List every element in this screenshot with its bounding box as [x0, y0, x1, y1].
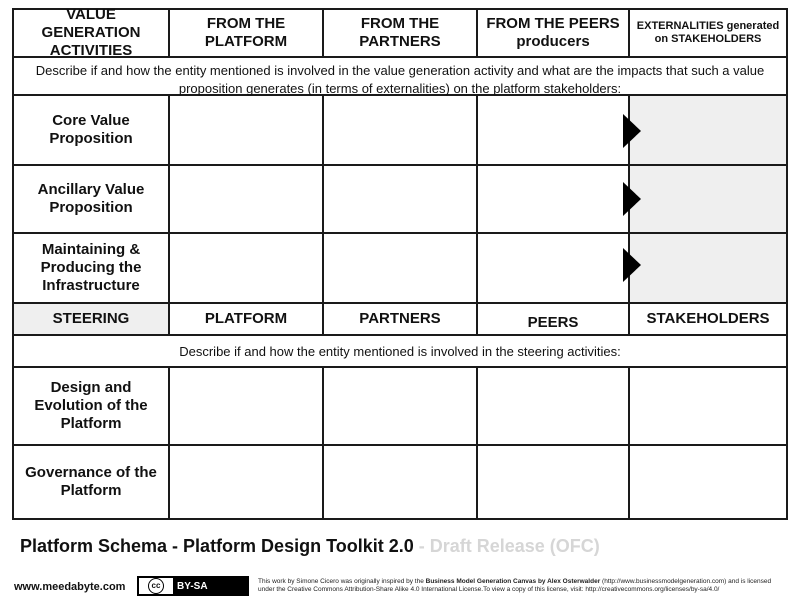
header-platform: PLATFORM [204, 310, 288, 327]
cc-by-sa-badge[interactable] [137, 576, 249, 596]
header-stakeholders: STAKEHOLDERS [646, 310, 770, 327]
grid-line [322, 366, 324, 518]
document-title [20, 536, 600, 557]
platform-schema-canvas [12, 8, 788, 520]
grid-line [476, 366, 478, 518]
value-generation-description: Describe if and how the entity mentioned is involved in the value generation activity and what are the impacts that such a value proposition generates (in terms of externalities) on the platform stakeholders: [35, 63, 765, 96]
grid-line [628, 366, 630, 518]
row-label-governance: Governance of the Platform [25, 464, 157, 499]
externalities-cell-ancillary [630, 166, 786, 232]
row-label-core-value-proposition: Core Value Proposition [49, 112, 133, 147]
externalities-cell-core [630, 96, 786, 164]
title-text: Platform Schema - Platform Design Toolkit 2.0 [20, 536, 414, 556]
row-label-ancillary-value-proposition: Ancillary Value Proposition [37, 181, 145, 216]
row-label-maintaining-infrastructure: Maintaining & Producing the Infrastructure [40, 241, 142, 294]
steering-description: Describe if and how the entity mentioned is involved in the steering activities: [179, 344, 621, 359]
grid-line [168, 366, 170, 518]
header-from-partners: FROM THE PARTNERS [359, 15, 441, 50]
grid-line [168, 94, 170, 334]
website-link[interactable]: www.meedabyte.com [14, 581, 126, 593]
header-steering: STEERING [52, 310, 130, 327]
creative-commons-icon: cc [148, 578, 164, 594]
grid-line [14, 334, 786, 336]
header-from-platform: FROM THE PLATFORM [204, 15, 288, 50]
header-peers: PEERS [527, 314, 579, 331]
header-from-peers: FROM THE PEERS producers [486, 15, 620, 50]
header-partners: PARTNERS [359, 310, 441, 327]
badge-license-label: BY-SA [173, 578, 247, 594]
arrow-right-icon [623, 248, 641, 282]
grid-line [476, 94, 478, 334]
externalities-cell-infrastructure [630, 234, 786, 302]
header-externalities: EXTERNALITIES generated on STAKEHOLDERS [636, 19, 780, 45]
arrow-right-icon [623, 114, 641, 148]
grid-line [322, 94, 324, 334]
license-text: This work by Simone Cicero was originally inspired by the Business Model Generation Canvas by Alex Osterwalder (http://www.businessmodelgeneration.com) and is licensed under the Creative Commons Attribution-Share Alike 4.0 International License.To view a copy of this license, visit: http://creativecommons.org/licenses/by-sa/4.0/ [258, 578, 772, 594]
arrow-right-icon [623, 182, 641, 216]
row-label-design-evolution: Design and Evolution of the Platform [34, 379, 148, 432]
draft-release-label: - Draft Release (OFC) [413, 536, 600, 556]
header-value-generation-activities: VALUE GENERATION ACTIVITIES [41, 6, 141, 59]
